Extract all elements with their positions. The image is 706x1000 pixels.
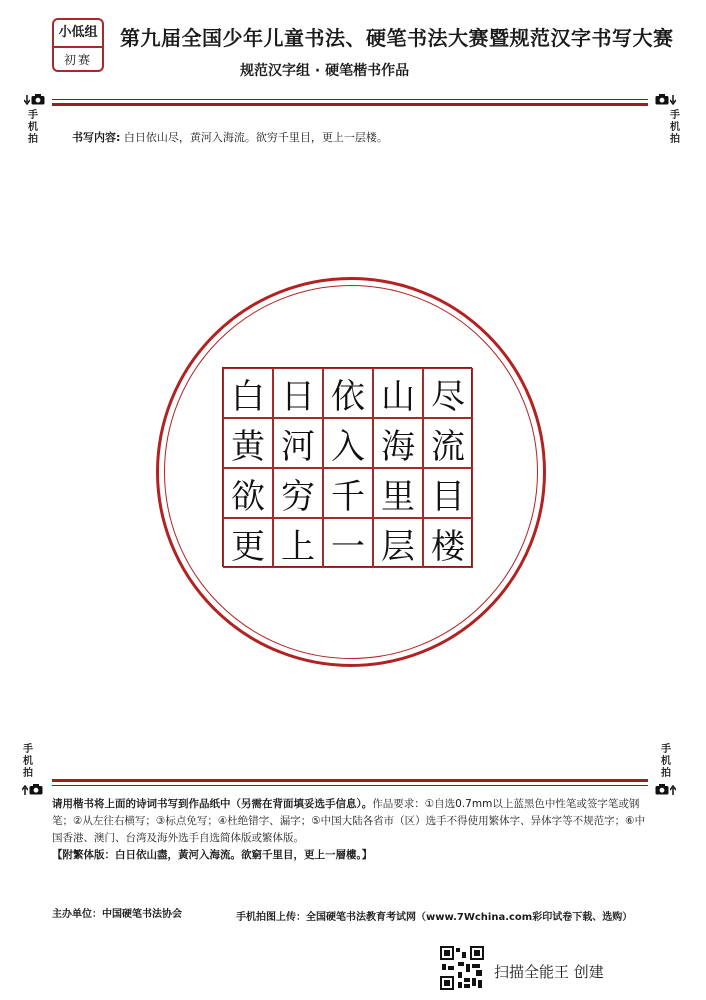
instructions-traditional: 【附繁体版：白日依山盡，黃河入海流。欲窮千里目，更上一層樓。】	[52, 849, 373, 861]
camera-marker-bottom-right	[655, 784, 676, 795]
phone-label-bottom-right: 手机拍	[661, 744, 671, 779]
instructions	[52, 796, 652, 864]
grid-cell: 目	[423, 468, 473, 518]
organizer: 主办单位：中国硬笔书法协会	[52, 909, 182, 920]
grid-cell: 流	[423, 418, 473, 468]
grid-cell: 海	[373, 418, 423, 468]
grid-cell: 尽	[423, 368, 473, 418]
arrow-down-icon	[24, 95, 30, 105]
qr-code-icon	[440, 946, 484, 990]
arrow-up-icon	[22, 785, 28, 795]
camera-icon	[29, 784, 43, 795]
scanner-watermark-text: 扫描全能王 创建	[494, 963, 604, 981]
grid-cell: 日	[273, 368, 323, 418]
camera-marker-bottom-left	[22, 784, 43, 795]
arrow-up-icon	[670, 785, 676, 795]
camera-icon	[31, 94, 45, 105]
writing-content-text: 白日依山尽，黄河入海流。欲穷千里目，更上一层楼。	[123, 131, 388, 144]
grid-cell: 依	[323, 368, 373, 418]
phone-label-top-left: 手机拍	[28, 110, 38, 145]
arrow-down-icon	[670, 95, 676, 105]
grid-cell: 里	[373, 468, 423, 518]
character-grid	[222, 367, 472, 567]
grid-cell: 黄	[223, 418, 273, 468]
camera-icon	[655, 94, 669, 105]
grid-cell: 河	[273, 418, 323, 468]
badge-group: 小低组	[54, 20, 102, 48]
writing-content	[72, 129, 388, 145]
phone-label-top-right: 手机拍	[670, 110, 680, 145]
grid-cell: 上	[273, 518, 323, 568]
bottom-rule-thick	[52, 779, 648, 782]
camera-icon	[655, 784, 669, 795]
grid-cell: 穷	[273, 468, 323, 518]
phone-label-bottom-left: 手机拍	[23, 744, 33, 779]
top-rule-thick	[52, 103, 648, 106]
grid-cell: 层	[373, 518, 423, 568]
grid-cell: 欲	[223, 468, 273, 518]
camera-marker-top-right	[655, 94, 676, 105]
camera-marker-top-left	[24, 94, 45, 105]
grid-cell: 更	[223, 518, 273, 568]
instructions-lead: 请用楷书将上面的诗词书写到作品纸中（另需在背面填妥选手信息）。	[52, 798, 373, 810]
grid-cell: 楼	[423, 518, 473, 568]
grid-cell: 入	[323, 418, 373, 468]
group-badge	[52, 18, 104, 72]
top-rule-thin	[52, 99, 648, 100]
writing-content-label: 书写内容:	[72, 131, 121, 144]
page-title: 第九届全国少年儿童书法、硬笔书法大赛暨规范汉字书写大赛	[120, 26, 674, 50]
grid-cell: 白	[223, 368, 273, 418]
instructions-requirements: 作品要求：①自选0.7mm以上蓝黑色中性笔或签字笔或钢笔；②从左往右横写；③标点免写；④杜绝错字、漏字；⑤中国大陆各省市（区）选手不得使用繁体字、异体字等不规范字；⑥中国香港、澳门、台湾及海外选手自选简体版或繁体版。	[52, 798, 646, 844]
page-subtitle: 规范汉字组 · 硬笔楷书作品	[240, 63, 410, 79]
bottom-rule-thin	[52, 785, 648, 786]
grid-cell: 山	[373, 368, 423, 418]
grid-cell: 一	[323, 518, 373, 568]
upload-info: 手机拍图上传：全国硬笔书法教育考试网（www.7Wchina.com彩印试卷下载、选购）	[236, 912, 633, 923]
badge-round: 初赛	[63, 53, 92, 67]
grid-cell: 千	[323, 468, 373, 518]
